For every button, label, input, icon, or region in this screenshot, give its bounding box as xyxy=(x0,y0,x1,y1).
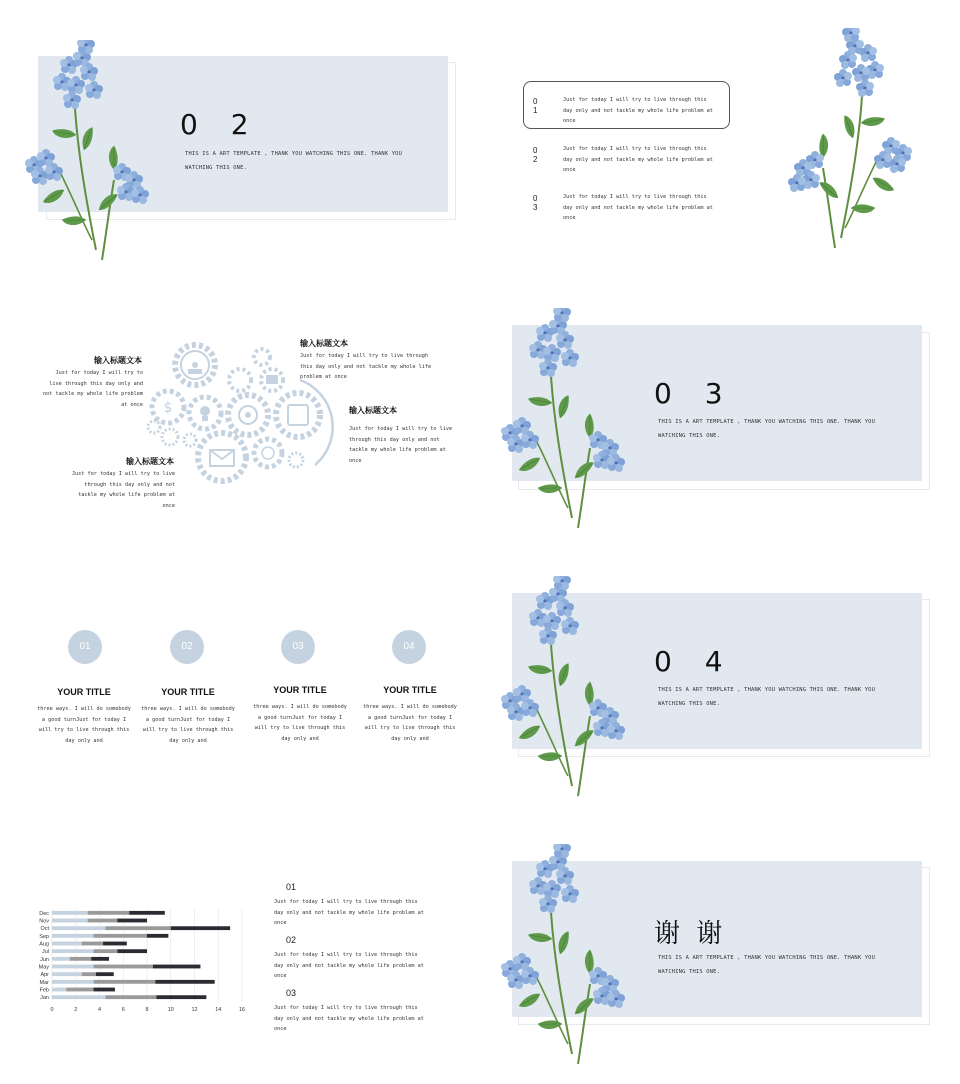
bar-segment xyxy=(105,926,170,930)
block-title: 输入标题文本 xyxy=(126,456,174,466)
y-tick-label: Aug xyxy=(39,941,49,948)
bar-segment xyxy=(52,911,88,915)
x-tick-label: 12 xyxy=(191,1007,198,1013)
slide6-number: 0 4 xyxy=(654,645,735,678)
y-tick-label: Sep xyxy=(39,933,49,940)
card-number: 01 xyxy=(68,630,102,664)
bar-segment xyxy=(52,980,94,984)
block-text: Just for today I will try to live through this day only and not tackle my whole life problem at once xyxy=(349,426,453,464)
block-text: Just for today I will try to live through this day only and not tackle my whole life problem at once xyxy=(43,370,143,408)
svg-text:$: $ xyxy=(163,400,173,416)
x-tick-label: 2 xyxy=(74,1007,78,1013)
item-text: Just for today I will try to live through this day only and not tackle my whole life problem at once xyxy=(274,1005,424,1032)
bar-segment xyxy=(70,957,91,961)
card-title: YOUR TITLE xyxy=(273,685,327,695)
x-tick-label: 8 xyxy=(145,1007,149,1013)
bar-segment xyxy=(103,942,127,946)
card xyxy=(360,630,460,760)
bar-segment xyxy=(94,965,153,969)
gears-graphic xyxy=(140,335,340,495)
block-title: 输入标题文本 xyxy=(300,338,348,348)
card-number: 02 xyxy=(170,630,204,664)
y-tick-label: Jan xyxy=(40,995,49,1002)
bar-segment xyxy=(96,972,114,976)
item-text: Just for today I will try to live through this day only and not tackle my whole life problem at once xyxy=(274,952,424,979)
bar-segment xyxy=(52,957,70,961)
y-tick-label: Feb xyxy=(39,987,49,994)
bar-segment xyxy=(157,995,207,999)
bar-segment xyxy=(94,949,118,953)
item-text: Just for today I will try to live through this day only and not tackle my whole life problem at once xyxy=(563,146,713,173)
card-text: three ways. I will do somebody a good turnJust for today I will try to live through this day only and xyxy=(363,704,457,742)
x-tick-label: 14 xyxy=(215,1007,222,1013)
flower-illustration xyxy=(758,28,928,258)
block-title: 输入标题文本 xyxy=(349,405,397,415)
bar-segment xyxy=(52,988,66,992)
flower-illustration xyxy=(490,308,650,538)
bar-segment xyxy=(94,934,147,938)
bar-segment xyxy=(52,919,88,923)
card-title: YOUR TITLE xyxy=(383,685,437,695)
item-text: Just for today I will try to live through this day only and not tackle my whole life problem at once xyxy=(563,194,713,221)
slide1-number: 0 2 xyxy=(180,108,261,141)
card-text: three ways. I will do somebody a good turnJust for today I will try to live through this day only and xyxy=(141,706,235,744)
bar-segment xyxy=(82,972,96,976)
y-tick-label: Oct xyxy=(40,926,49,933)
bar-segment xyxy=(129,911,165,915)
card xyxy=(138,630,238,760)
item-number: 02 xyxy=(286,935,297,945)
bar-segment xyxy=(52,965,94,969)
bar-segment xyxy=(52,972,82,976)
stacked-bar-chart xyxy=(30,905,255,1017)
item-number: 0 2 xyxy=(533,146,538,164)
bar-segment xyxy=(171,926,230,930)
bar-segment xyxy=(66,988,93,992)
bar-segment xyxy=(52,934,94,938)
item-number: 03 xyxy=(286,988,297,998)
bar-segment xyxy=(52,949,94,953)
bar-segment xyxy=(52,942,82,946)
card-number: 04 xyxy=(392,630,426,664)
bar-segment xyxy=(117,919,147,923)
slide4-body: THIS IS A ART TEMPLATE , THANK YOU WATCHING THIS ONE. THANK YOU WATCHING THIS ONE. xyxy=(658,419,876,439)
x-tick-label: 6 xyxy=(121,1007,125,1013)
x-tick-label: 10 xyxy=(167,1007,174,1013)
x-tick-label: 16 xyxy=(238,1007,246,1013)
block-text: Just for today I will try to live through this day only and not tackle my whole life problem at once xyxy=(71,471,175,509)
bar-segment xyxy=(88,911,130,915)
item-text: Just for today I will try to live through this day only and not tackle my whole life problem at once xyxy=(563,97,713,124)
bar-segment xyxy=(105,995,156,999)
card xyxy=(34,630,134,760)
item-text: Just for today I will try to live through this day only and not tackle my whole life problem at once xyxy=(274,899,424,926)
bar-segment xyxy=(94,980,156,984)
block-title: 输入标题文本 xyxy=(94,355,142,365)
slide8-body: THIS IS A ART TEMPLATE , THANK YOU WATCHING THIS ONE. THANK YOU WATCHING THIS ONE. xyxy=(658,955,876,975)
y-tick-label: May xyxy=(38,964,49,971)
x-tick-label: 0 xyxy=(50,1007,54,1013)
item-number: 01 xyxy=(286,882,297,892)
y-tick-label: Apr xyxy=(40,972,49,979)
bar-segment xyxy=(147,934,168,938)
flower-illustration xyxy=(490,576,650,806)
card-title: YOUR TITLE xyxy=(161,687,215,697)
bar-segment xyxy=(153,965,201,969)
slide8-title: 谢 谢 xyxy=(654,919,727,949)
x-tick-label: 4 xyxy=(97,1007,102,1013)
bar-segment xyxy=(91,957,109,961)
slide1-body: THIS IS A ART TEMPLATE , THANK YOU WATCHING THIS ONE. THANK YOU WATCHING THIS ONE. xyxy=(185,151,403,171)
block-text: Just for today I will try to live through this day only and not tackle my whole life problem at once xyxy=(300,353,432,380)
bar-segment xyxy=(94,988,115,992)
card-title: YOUR TITLE xyxy=(57,687,111,697)
slide6-body: THIS IS A ART TEMPLATE , THANK YOU WATCHING THIS ONE. THANK YOU WATCHING THIS ONE. xyxy=(658,687,876,707)
y-tick-label: Nov xyxy=(39,918,49,925)
y-tick-label: Jun xyxy=(40,956,49,963)
bar-segment xyxy=(82,942,103,946)
bar-segment xyxy=(52,926,105,930)
y-tick-label: Dec xyxy=(39,910,49,917)
card-text: three ways. I will do somebody a good turnJust for today I will try to live through this day only and xyxy=(253,704,347,742)
slide4-number: 0 3 xyxy=(654,377,735,410)
bar-segment xyxy=(88,919,118,923)
card-text: three ways. I will do somebody a good turnJust for today I will try to live through this day only and xyxy=(37,706,131,744)
bar-segment xyxy=(52,995,105,999)
item-number: 0 1 xyxy=(533,97,538,115)
item-number: 0 3 xyxy=(533,194,538,212)
bar-segment xyxy=(117,949,147,953)
card-number: 03 xyxy=(281,630,315,664)
flower-illustration xyxy=(14,40,174,270)
flower-illustration xyxy=(490,844,650,1074)
y-tick-label: Jul xyxy=(41,949,49,956)
y-tick-label: Mar xyxy=(39,979,49,986)
card xyxy=(250,630,350,760)
bar-segment xyxy=(155,980,214,984)
